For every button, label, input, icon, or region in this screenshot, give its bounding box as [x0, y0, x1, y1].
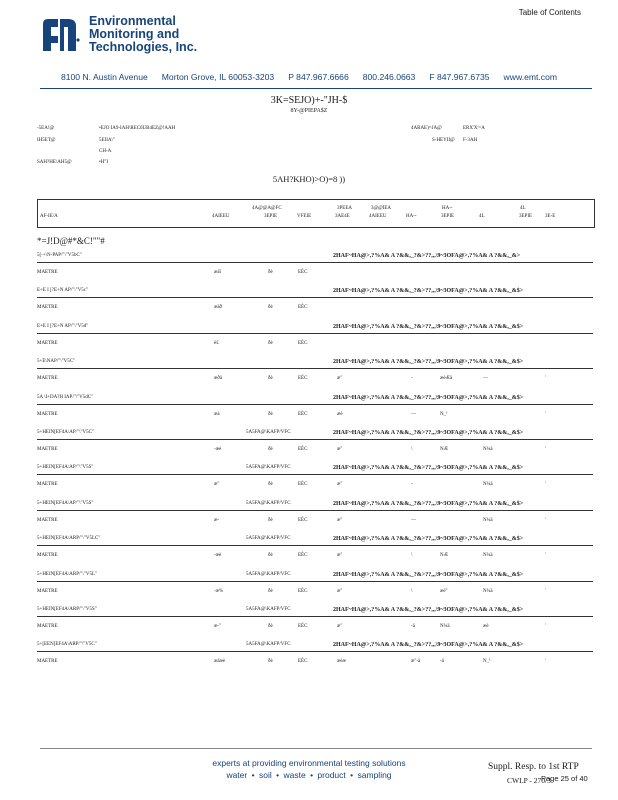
- qualifier-code: 2HAF~HA@>,?%A& A ?&&,_?&>??,,,\9~3OFA@>,?%A& A ?&&,_&$>: [333, 536, 524, 543]
- meta-value: •EJO IA9-IAH\REC0UB4EZ@!AAH: [99, 126, 176, 131]
- service-item: product: [317, 770, 346, 780]
- analyte-method: 5A5FA@\KAFP/VFC: [246, 607, 291, 612]
- company-line-3: Technologies, Inc.: [89, 40, 198, 54]
- cell-v5: —: [411, 411, 416, 417]
- table-row: [37, 305, 593, 313]
- cell-v1: è£: [214, 340, 219, 346]
- column-header: 4L: [479, 214, 485, 219]
- column-header: 4AIEEU: [212, 214, 230, 219]
- analyte-header-row: [37, 253, 593, 263]
- cell-v5: \: [411, 553, 413, 559]
- table-row: [37, 482, 593, 490]
- column-header-top: 3PEEA: [337, 206, 352, 211]
- qualifier-code: 2HAF~HA@>,?%A& A ?&&,_?&>??,,,\9~3OFA@>,?%A& A ?&&,_&$>: [333, 607, 524, 613]
- analyte-method: 5A5FA@\KAFP/VFC: [246, 536, 291, 542]
- analyte-header-row: [37, 359, 593, 369]
- analyte-header-row: [37, 536, 593, 546]
- cell-matrix: MAETRE: [37, 588, 58, 594]
- cell-v7: æè: [483, 624, 489, 629]
- column-header: 3EPIE: [264, 214, 278, 219]
- cell-v1: æäî: [214, 270, 221, 275]
- separator-dot: •: [251, 770, 255, 780]
- analyte-name: 5+HEIN[EF4A\ARP/"\"V5LC": [37, 536, 101, 542]
- cell-v5: —: [411, 517, 416, 523]
- column-header-top: 4A@@A@FC: [252, 206, 282, 211]
- company-line-2: Monitoring and: [89, 27, 180, 41]
- column-header: 3EPIE: [441, 214, 455, 219]
- cell-v4: æ": [337, 447, 343, 452]
- cell-v5: æ"-ä: [411, 659, 421, 665]
- cell-v2: ðè: [268, 447, 273, 452]
- analyte-header-row: [37, 288, 593, 298]
- cell-matrix: MAETRE: [37, 447, 58, 452]
- cell-v5: -: [411, 376, 413, 382]
- qualifier-code: 2HAF~HA@>,?%A& A ?&&,_?&>??,,,\9~3OFA@>,?%A& A ?&&,_&$>: [333, 394, 524, 401]
- analyte-name: 5A \I+DA?H IAP/"\"V5dC": [37, 394, 94, 400]
- table-row: [37, 447, 593, 455]
- cell-v3: EÉC: [298, 376, 308, 382]
- analyte-header-row: [37, 642, 593, 652]
- cell-v6: NÆ: [440, 553, 449, 559]
- qualifier-code: 2HAF~HA@>,?%A& A ?&&,_?&>??,,,\9~3OFA@>,?%A& A ?&&,_&$>: [333, 465, 524, 472]
- service-item: soil: [258, 770, 272, 780]
- column-header: 3EPIE: [519, 214, 533, 219]
- cell-v7: N_¹: [483, 659, 491, 665]
- emt-logo-icon: [40, 16, 80, 54]
- analyte-method: 5A5FA@\KAFP/VFC: [246, 465, 291, 471]
- meta-label: -5EA!@: [37, 126, 55, 131]
- cell-v3: EÉC: [298, 659, 308, 665]
- cell-v2: ðè: [268, 659, 273, 665]
- cell-v3: EÉC: [298, 517, 308, 523]
- table-row: [37, 341, 593, 349]
- meta-label: 4ARAE)=JA@: [411, 126, 442, 131]
- service-item: waste: [283, 770, 306, 780]
- cell-v7: N¼ä: [483, 482, 493, 488]
- analyte-header-row: [37, 430, 593, 440]
- service-item: water: [226, 770, 248, 780]
- cell-v3: EÉC: [298, 447, 308, 452]
- cell-matrix: MAETRE: [37, 624, 58, 629]
- table-row: [37, 518, 593, 526]
- table-row: [37, 624, 593, 632]
- cell-v1: -æè: [214, 447, 222, 452]
- website: www.emt.com: [503, 72, 558, 82]
- header-divider: [40, 88, 592, 89]
- analyte-name: E+E I [?E+N AP/"\"V5d": [37, 323, 89, 329]
- table-of-contents-link[interactable]: Table of Contents: [518, 8, 581, 17]
- cell-v3: EÉC: [298, 270, 308, 275]
- bates-number: CWLP - 270/3: [507, 776, 551, 785]
- cell-v2: ðè: [268, 270, 273, 275]
- cell-matrix: MAETRE: [37, 270, 58, 275]
- response-label: Suppl. Resp. to 1st RTP: [488, 762, 579, 772]
- cell-v8: ': [545, 482, 546, 488]
- analyte-name: E+E I [?E+N AP/"\"V5c": [37, 288, 89, 294]
- cell-v1: æ": [214, 482, 220, 488]
- analyte-header-row: [37, 572, 593, 582]
- cell-v4: æ": [337, 553, 343, 559]
- qualifier-code: 2HAF~HA@>,?%A& A ?&&,_?&>??,,,\9~3OFA@>,?%A& A ?&&,_&$>: [333, 571, 524, 578]
- separator-dot: •: [350, 770, 354, 780]
- table-row: [37, 589, 593, 597]
- qualifier-code: 2HAF~HA@>,?%A& A ?&&,_?&>??,,,\9~3OFA@>,?%A& A ?&&,_&$>: [333, 288, 524, 295]
- analyte-name: 5[-+\N-PAP/"\"V5bC": [37, 253, 82, 258]
- meta-value: CH-A: [99, 149, 112, 154]
- cell-matrix: MAETRE: [37, 517, 58, 523]
- cell-v8: ': [545, 659, 546, 665]
- city-address: Morton Grove, IL 60053-3203: [161, 72, 275, 82]
- analyte-header-row: [37, 465, 593, 475]
- cell-v1: æä: [214, 411, 220, 417]
- analyte-header-row: [37, 501, 593, 511]
- analyte-group-title: *=J!D@#*&C!""#: [37, 236, 105, 246]
- cell-v7: N¼ä: [483, 447, 493, 452]
- cell-v3: EÉC: [298, 588, 308, 594]
- table-row: [37, 412, 593, 420]
- cell-v5: -ä: [411, 624, 415, 629]
- column-header-top: HA--: [442, 206, 453, 211]
- cell-v2: ðè: [268, 553, 273, 559]
- meta-value: F-3AH: [463, 138, 478, 143]
- analyte-method: 5A5FA@\KAFP/VFC: [246, 571, 291, 577]
- cell-matrix: MAETRE: [37, 340, 58, 346]
- cell-v1: -æè: [214, 553, 222, 559]
- cell-v1: æäæè: [214, 659, 226, 665]
- analyte-name: 5+E\NAP/"\"V5C": [37, 359, 76, 365]
- cell-matrix: MAETRE: [37, 553, 58, 559]
- report-subtitle: 8Y-@PIEPA$Z: [290, 108, 328, 114]
- cell-v3: EÉC: [298, 411, 308, 417]
- meta-label: S-HEYII@: [432, 138, 455, 143]
- cell-matrix: MAETRE: [37, 305, 58, 311]
- analyte-name: 5+HEIN[EF4A\AP/"\"V5C": [37, 430, 94, 435]
- analyte-method: 5A5FA@\KAFP/VFC: [246, 642, 291, 648]
- cell-v2: ðè: [268, 376, 273, 382]
- cell-v6: æèÆä: [440, 376, 453, 382]
- column-header-top: 4L: [520, 206, 526, 211]
- qualifier-code: 2HAF~HA@>,?%A& A ?&&,_?&>??,,,\9~3OFA@>,?%A& A ?&&,_&$>: [333, 642, 524, 649]
- cell-v8: ': [545, 517, 546, 523]
- contact-bar: [0, 72, 618, 82]
- analyte-method: 5A5FA@\KAFP/VFC: [246, 430, 291, 435]
- cell-matrix: MAETRE: [37, 659, 58, 665]
- cell-v4: æ": [337, 517, 343, 523]
- column-header: 3AE4E: [335, 214, 350, 219]
- separator-dot: •: [276, 770, 280, 780]
- service-item: sampling: [357, 770, 392, 780]
- qualifier-code: 2HAF~HA@>,?%A& A ?&&,_?&>??,,,\9~3OFA@>,?%A& A ?&&,_&$>: [333, 500, 524, 507]
- cell-v1: æðä: [214, 376, 223, 382]
- cell-v2: ðè: [268, 624, 273, 629]
- cell-v3: EÉC: [298, 553, 308, 559]
- analyte-name: 5+HEIN[EF4A\AP/"\"V5S": [37, 500, 94, 506]
- analyte-header-row: [37, 607, 593, 617]
- toll-free-phone: 800.246.0663: [362, 72, 416, 82]
- analyte-name: 5+HEIN[EF4A\ARP/"\"V5L": [37, 571, 98, 577]
- qualifier-code: 2HAF~HA@>,?%A& A ?&&,_?&>??,,,\9~3OFA@>,?%A& A ?&&,_&$>: [333, 359, 524, 366]
- cell-v8: ': [545, 411, 546, 417]
- fax: F 847.967.6735: [429, 72, 490, 82]
- cell-v2: ðè: [268, 482, 273, 488]
- cell-matrix: MAETRE: [37, 482, 58, 488]
- column-header-box: [37, 199, 595, 228]
- table-row: [37, 553, 593, 561]
- qualifier-code: 2HAF~HA@>,?%A& A ?&&,_?&>??,,,\9~3OFA@>,?%A& A ?&&,_&$>: [333, 430, 524, 436]
- analyte-name: 5+[EEN[EF4A\ARP/"\"V5C": [37, 642, 97, 648]
- cell-v2: ðè: [268, 340, 273, 346]
- analyte-header-row: [37, 395, 593, 405]
- cell-v8: ': [545, 624, 546, 629]
- report-title: 3K=SEJO)+-"JH-$: [270, 95, 348, 106]
- table-row: [37, 270, 593, 278]
- meta-label: SAH?HE\AH5@: [37, 160, 72, 165]
- cell-v5: \: [411, 588, 413, 594]
- cell-v3: EÉC: [298, 482, 308, 488]
- cell-v1: -æ%: [214, 588, 224, 594]
- page-number: Page 25 of 40: [541, 774, 588, 783]
- cell-v7: N¼ä: [483, 588, 493, 594]
- cell-v4: æ": [337, 588, 343, 594]
- column-header: HA--: [406, 214, 417, 219]
- cell-v4: æ": [337, 482, 343, 488]
- column-header: 3E-E: [545, 214, 556, 219]
- footer-divider: [40, 748, 592, 749]
- footer-tagline: experts at providing environmental testing solutions: [212, 758, 406, 768]
- column-header-top: 3@@IEA: [371, 206, 392, 211]
- table-row: [37, 376, 593, 384]
- table-row: [37, 659, 593, 667]
- meta-value: 5EIIA\": [99, 138, 115, 143]
- cell-v6: NÆ: [440, 447, 449, 452]
- analyte-method: 5A5FA@\KAFP/VFC: [246, 500, 291, 506]
- cell-v7: —: [483, 376, 488, 382]
- qualifier-code: 2HAF~HA@>,?%A& A ?&&,_?&>??,,,\9~3OFA@>,?%A& A ?&&,_&$>: [333, 323, 524, 330]
- cell-v4: æèæ: [337, 659, 346, 665]
- cell-v8: ': [545, 376, 546, 382]
- meta-value: ERX'X'=A: [463, 126, 485, 131]
- column-header: AF-IE/A: [40, 214, 58, 219]
- cell-v4: æ": [337, 624, 343, 629]
- cell-v7: N¼ä: [483, 553, 493, 559]
- cell-v3: EÉC: [298, 305, 308, 311]
- cell-v8: ': [545, 588, 546, 594]
- separator-dot: •: [310, 770, 314, 780]
- cell-v3: EÉC: [298, 340, 308, 346]
- cell-v4: æè: [337, 411, 343, 417]
- cell-matrix: MAETRE: [37, 376, 58, 382]
- analyte-header-row: [37, 324, 593, 334]
- cell-v2: ðè: [268, 411, 273, 417]
- cell-v6: æè": [440, 588, 448, 594]
- cell-v2: ðè: [268, 517, 273, 523]
- cell-v1: æ-: [214, 517, 219, 523]
- cell-v6: -ä: [440, 659, 444, 665]
- meta-label: IH5ET@: [37, 138, 56, 143]
- company-name: [89, 15, 197, 54]
- phone: P 847.967.6666: [288, 72, 349, 82]
- cell-v5: -: [411, 482, 413, 488]
- cell-v7: N¼ä: [483, 517, 493, 523]
- analyte-name: 5+HEIN[EF4A\ARP/"\"V5S": [37, 607, 97, 612]
- cell-v2: ðè: [268, 588, 273, 594]
- cell-v3: EÉC: [298, 624, 308, 629]
- qualifier-code: 2HAF~HA@>,?%A& A ?&&,_?&>??,,,\9~3OFA@>,?%A& A ?&&,_&>: [333, 253, 521, 259]
- cell-v8: ': [545, 447, 546, 452]
- street-address: 8100 N. Austin Avenue: [60, 72, 148, 82]
- cell-v6: N¼ä: [440, 624, 450, 629]
- cell-matrix: MAETRE: [37, 411, 58, 417]
- cell-v5: \: [411, 447, 413, 452]
- cell-v6: N_¹: [440, 411, 448, 417]
- meta-value: •H"I: [99, 160, 109, 165]
- column-header: 4AIEEU: [369, 214, 387, 219]
- analyte-name: 5+HEIN[EF4A\AP/"\"V5S": [37, 465, 94, 471]
- cell-v1: æ-": [214, 624, 222, 629]
- cell-v4: æ": [337, 376, 343, 382]
- column-header: VFEIE: [297, 214, 312, 219]
- company-line-1: Environmental: [89, 14, 176, 28]
- cell-v1: æäð: [214, 305, 223, 311]
- cell-v2: ðè: [268, 305, 273, 311]
- cell-v8: ': [545, 553, 546, 559]
- section-title: 5AH?KHO)>O)=8 )): [272, 174, 346, 184]
